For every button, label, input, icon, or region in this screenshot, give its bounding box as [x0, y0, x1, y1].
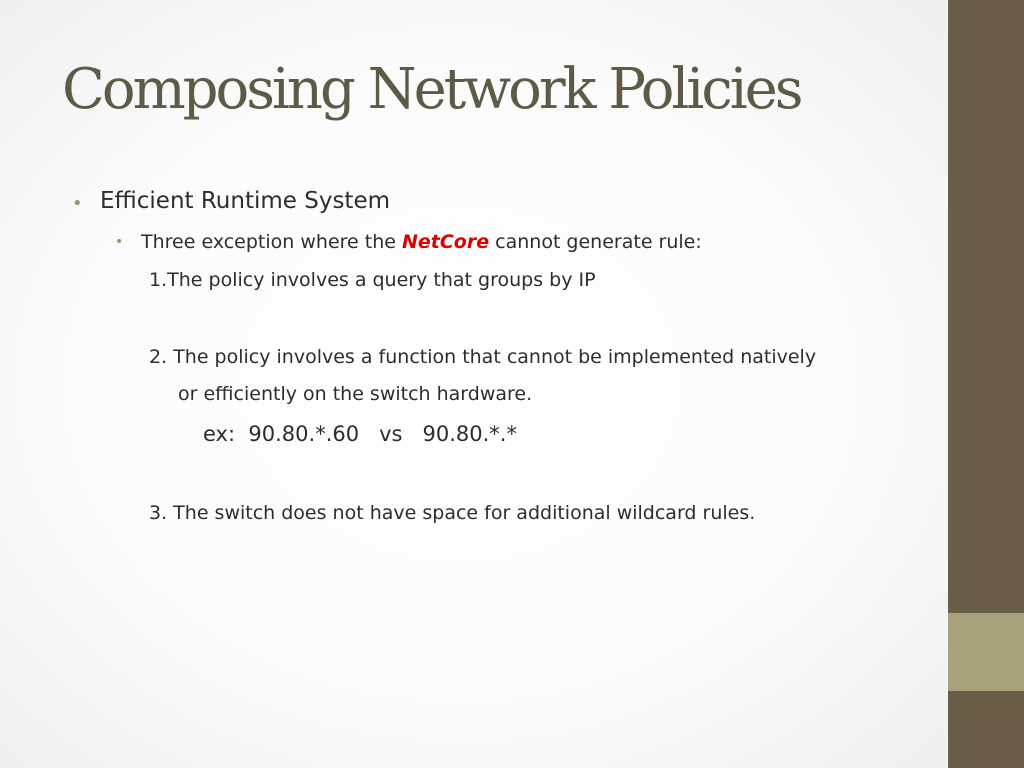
sub-bullet-exceptions: [141, 231, 702, 254]
example-line: ex: 90.80.*.60 vs 90.80.*.*: [203, 422, 517, 446]
slide-title: Composing Network Policies: [62, 57, 801, 122]
exception-item-1: 1.The policy involves a query that groups by IP: [149, 269, 596, 291]
exception-item-2-line-1: 2. The policy involves a function that cannot be implemented natively: [149, 346, 817, 368]
sub-bullet-dot-icon: •: [115, 234, 124, 250]
sub-bullet-suffix: cannot generate rule:: [489, 231, 702, 253]
sidebar-accent-block: [948, 613, 1024, 691]
exception-item-3: 3. The switch does not have space for additional wildcard rules.: [149, 502, 756, 524]
netcore-highlight: NetCore: [401, 231, 490, 253]
sub-bullet-prefix: Three exception where the: [141, 231, 402, 253]
decorative-sidebar: [946, 0, 1024, 768]
exception-item-2-line-2: or efficiently on the switch hardware.: [178, 383, 533, 405]
bullet-efficient-runtime: Efficient Runtime System: [100, 188, 391, 214]
bullet-dot-icon: •: [72, 193, 83, 214]
